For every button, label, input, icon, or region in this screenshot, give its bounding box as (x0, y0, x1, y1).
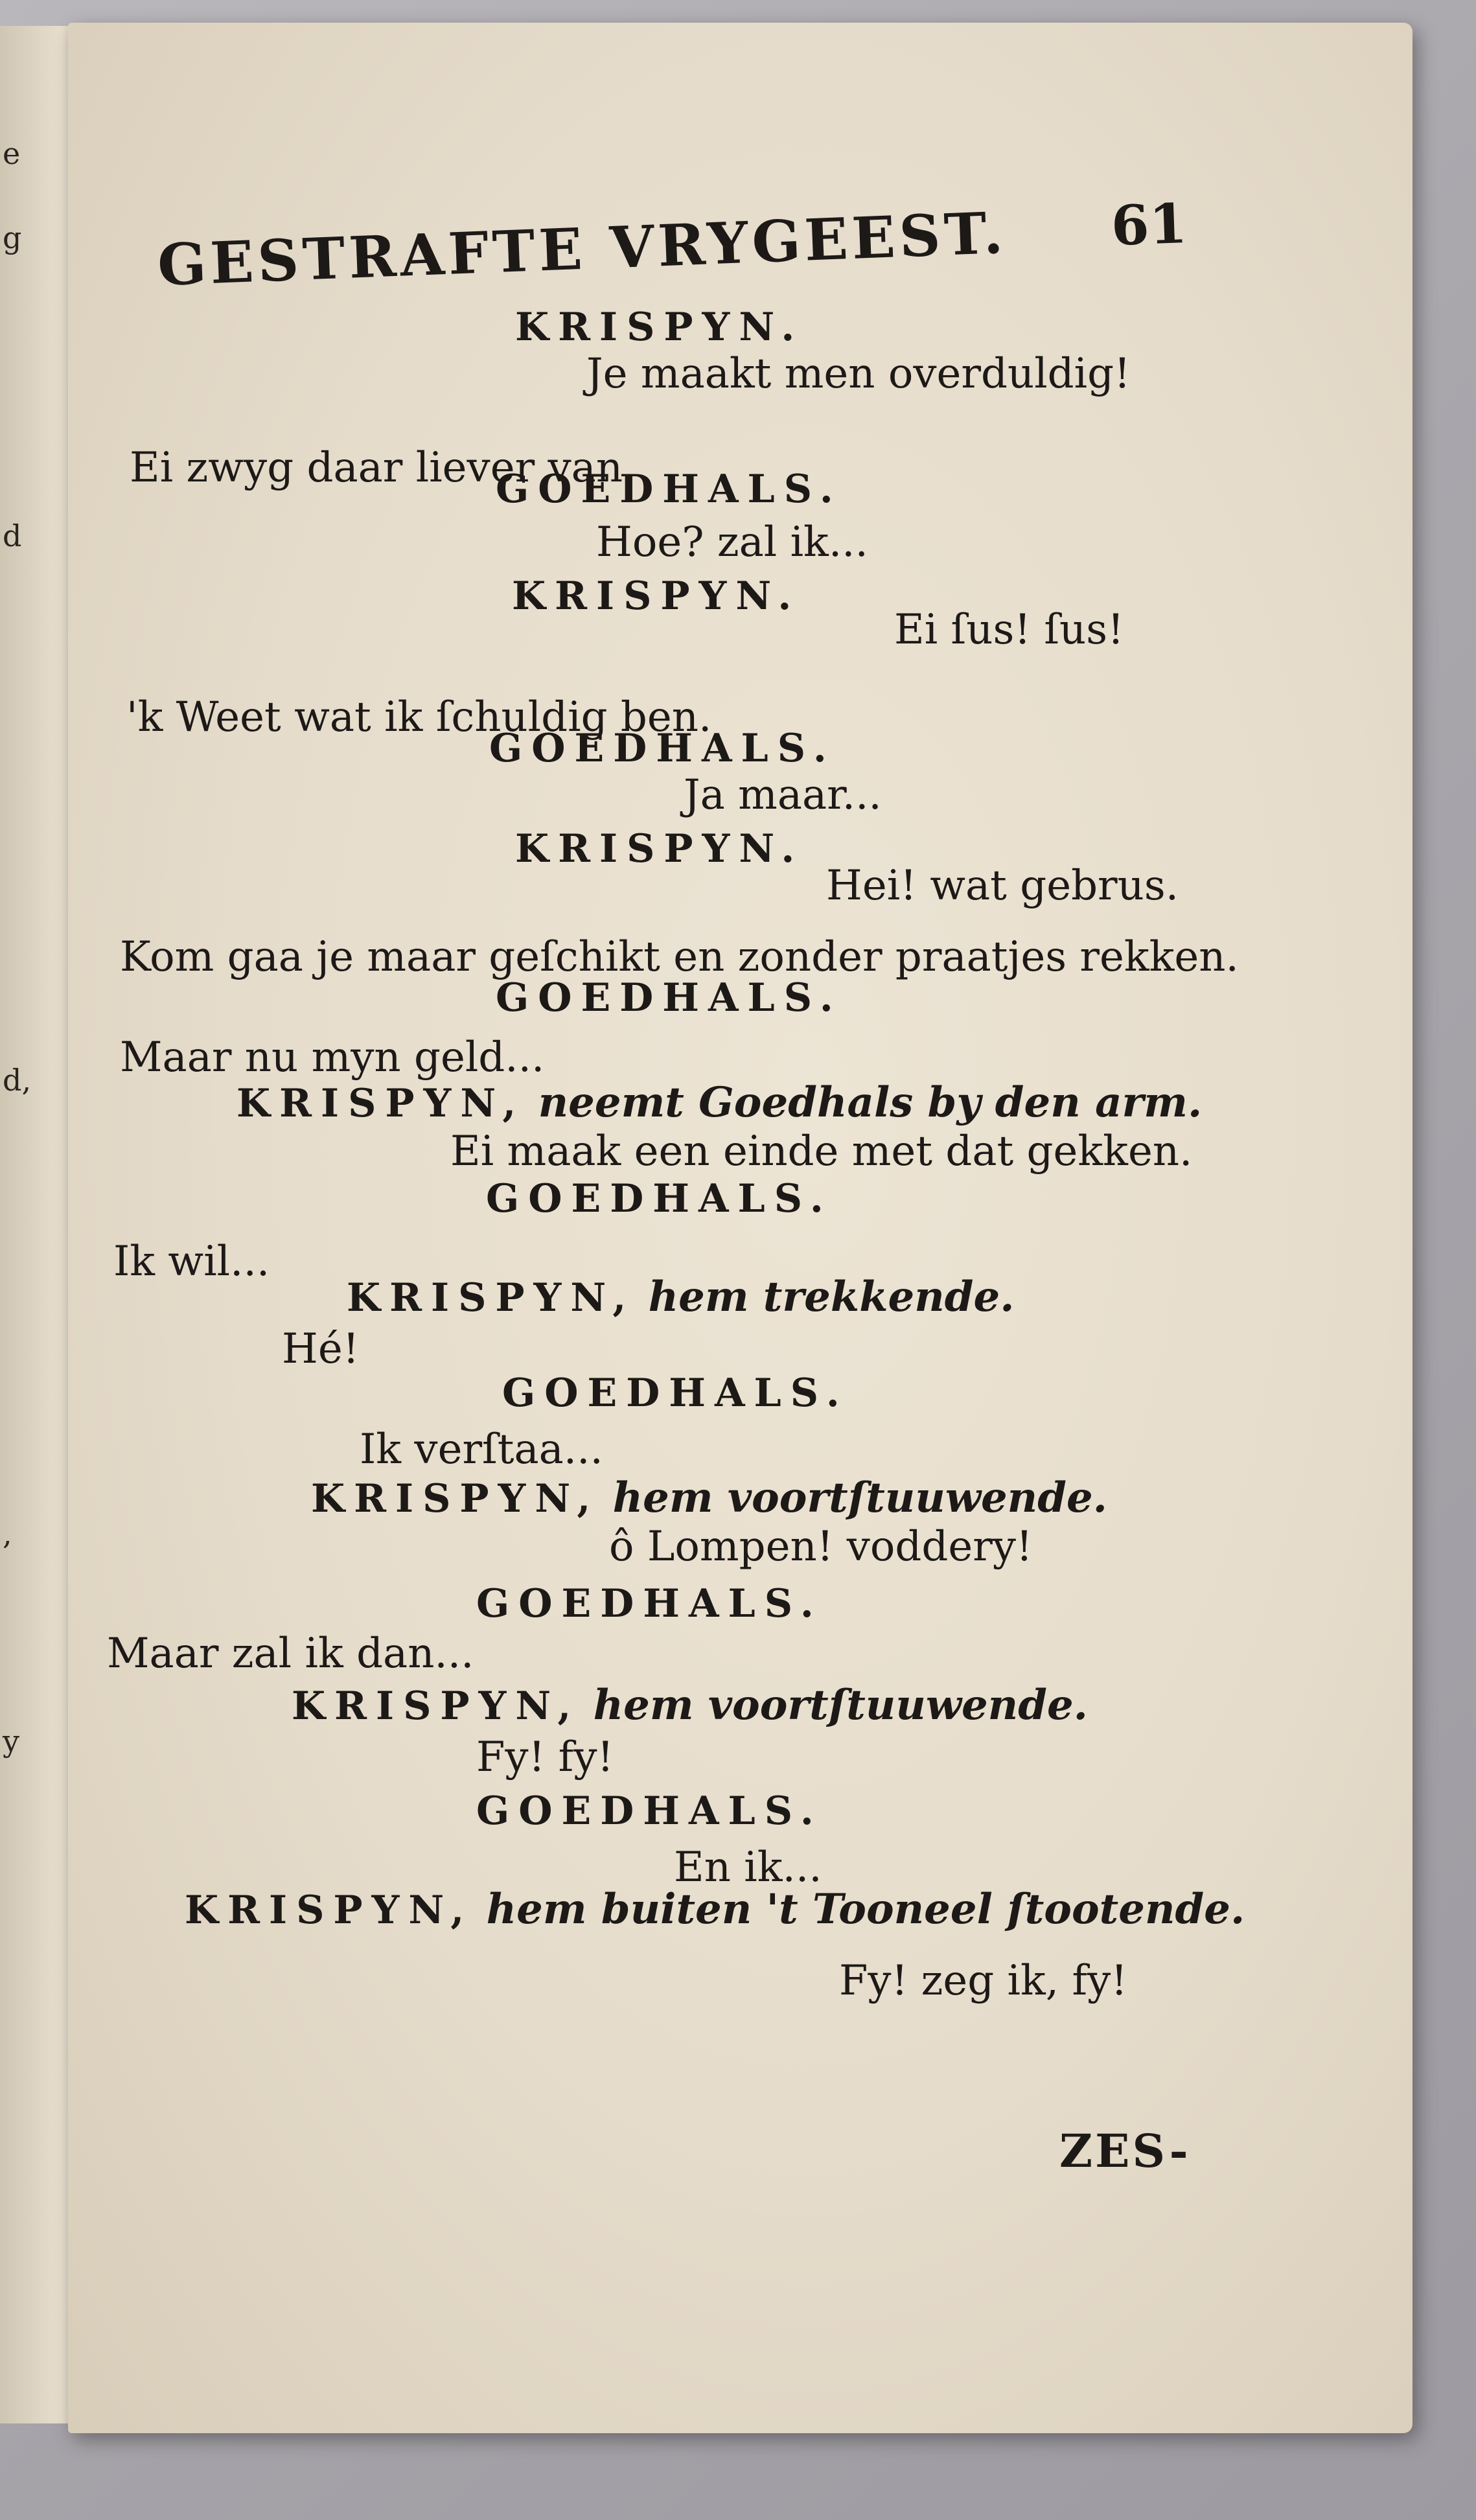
verse-line: Ja maar... (684, 771, 882, 819)
verse-line: En ik... (674, 1844, 822, 1891)
speaker-name: GOEDHALS. (476, 1581, 823, 1626)
verse-line: Ik verſtaa... (360, 1426, 603, 1474)
verse-line: Ei ſus! ſus! (894, 606, 1124, 654)
verse-line: 'k Weet wat ik ſchuldig ben. (126, 693, 712, 741)
stage-direction: hem buiten 't Tooneel ſtootende. (486, 1885, 1245, 1934)
speaker-name: KRISPYN. (515, 826, 804, 872)
stage-direction: neemt Goedhals by den arm. (538, 1078, 1203, 1127)
speaker-name: GOEDHALS. (486, 1176, 833, 1221)
running-header: GESTRAFTE VRYGEEST. (156, 198, 1008, 299)
speaker-name: KRISPYN. (512, 573, 801, 619)
verse-line: Je maakt men overduldig! (586, 350, 1131, 398)
speaker-name: GOEDHALS. (496, 975, 842, 1021)
speaker-name: KRISPYN, (292, 1683, 581, 1729)
verse-line: Ik wil... (113, 1238, 270, 1286)
speaker-with-direction (311, 1474, 1107, 1522)
verse-line: Fy! zeg ik, fy! (839, 1957, 1128, 2005)
verse-line: Maar nu myn geld... (120, 1034, 545, 1081)
speaker-name: GOEDHALS. (476, 1788, 823, 1834)
verse-line: Kom gaa je maar geſchikt en zonder praatjes rekken. (120, 933, 1239, 981)
speaker-with-direction (347, 1273, 1015, 1321)
speaker-with-direction (292, 1681, 1088, 1729)
stage-direction: hem trekkende. (648, 1273, 1015, 1321)
facing-page-fragment: g (3, 220, 22, 255)
book-page (68, 23, 1413, 2433)
verse-line: Ei zwyg daar liever van. (130, 444, 636, 492)
verse-line: Ei maak een einde met dat gekken. (450, 1127, 1193, 1175)
facing-page-fragment: d, (3, 1063, 32, 1098)
speaker-with-direction (185, 1885, 1245, 1934)
stage-direction: hem voortſtuuwende. (612, 1474, 1107, 1522)
speaker-name: KRISPYN, (347, 1275, 636, 1321)
speaker-name: KRISPYN, (311, 1476, 600, 1521)
verse-line: Hei! wat gebrus. (826, 862, 1179, 910)
verse-line: Fy! fy! (476, 1733, 614, 1781)
catchword: ZES- (1059, 2124, 1191, 2178)
speaker-name: GOEDHALS. (489, 726, 836, 771)
page-number: 61 (1110, 191, 1188, 259)
speaker-name: GOEDHALS. (502, 1370, 849, 1416)
stage-direction: hem voortſtuuwende. (593, 1681, 1088, 1729)
facing-page-fragment: d (3, 518, 22, 553)
speaker-name: KRISPYN, (185, 1888, 474, 1933)
speaker-name: KRISPYN, (236, 1081, 525, 1126)
verse-line: ô Lompen! voddery! (609, 1523, 1033, 1571)
verse-line: Hoe? zal ik... (596, 518, 868, 566)
verse-line: Maar zal ik dan... (107, 1630, 474, 1678)
facing-page-fragment: e (3, 136, 21, 171)
speaker-name: KRISPYN. (515, 305, 804, 350)
verse-line: Hé! (282, 1325, 360, 1373)
facing-page-fragment: , (3, 1516, 12, 1551)
speaker-with-direction (236, 1078, 1203, 1127)
facing-page-fragment: y (3, 1724, 19, 1759)
speaker-name: GOEDHALS. (496, 467, 842, 512)
